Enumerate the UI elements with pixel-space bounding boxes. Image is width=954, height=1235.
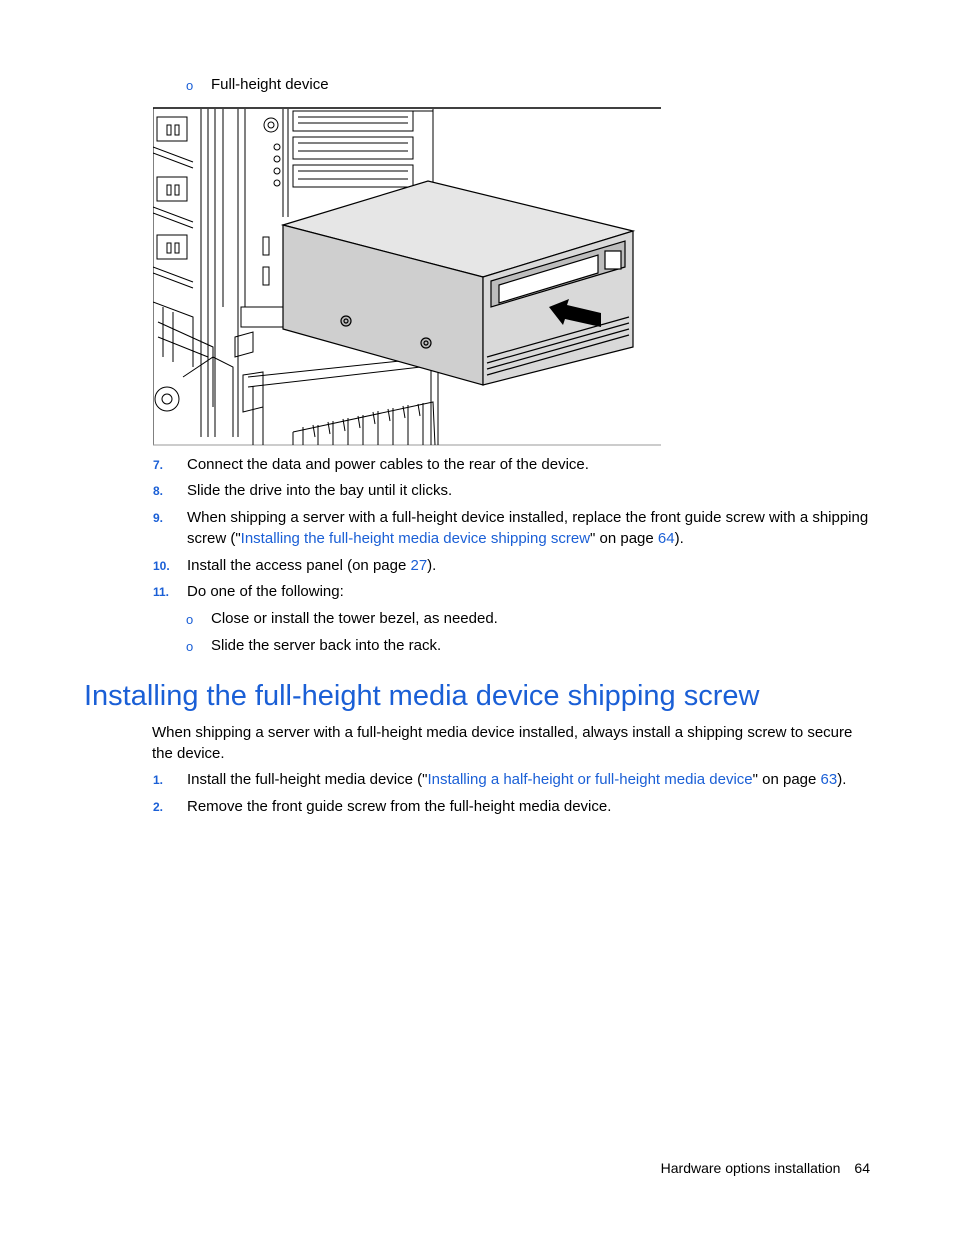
step-text: " on page [590,530,658,547]
intro-paragraph: the device. [152,745,225,762]
step-text: ). [674,530,684,547]
bullet-text: Close or install the tower bezel, as needed. [211,610,498,627]
step-text-line [187,556,436,576]
step-text: screw (" [187,530,241,547]
section-heading: Installing the full-height media device shipping screw [84,680,760,712]
step-text: When shipping a server with a full-height device installed, replace the front guide screw with a shipping [187,509,869,526]
step-text-line [187,770,846,790]
step-text: ). [837,771,847,788]
step-text: " on page [752,771,821,788]
page-link[interactable]: 63 [820,771,838,788]
bullet-marker: o [186,78,194,93]
step-number: 7. [153,458,164,472]
step-text: Slide the drive into the bay until it clicks. [187,482,453,499]
bullet-marker: o [186,639,194,654]
step-number: 8. [153,484,164,498]
step-text: Connect the data and power cables to the rear of the device. [187,456,589,473]
page-link[interactable]: 27 [410,557,428,574]
step-text: Do one of the following: [187,583,344,600]
bullet-text: Full-height device [211,76,329,93]
step-number: 11. [153,585,170,599]
bullet-text: Slide the server back into the rack. [211,637,442,654]
step-number: 1. [153,773,164,787]
footer-page-number: 64 [854,1160,870,1176]
step-text: ). [427,557,437,574]
media-device-link[interactable]: Installing a half-height or full-height media device [427,771,753,788]
footer-section: Hardware options installation [660,1160,841,1176]
page-link[interactable]: 64 [657,530,675,547]
step-text: Install the full-height media device (" [187,771,428,788]
shipping-screw-link[interactable]: Installing the full-height media device shipping screw [240,530,591,547]
intro-paragraph: When shipping a server with a full-height media device installed, always install a shipping screw to secure [152,724,853,741]
media-drive-installation-figure [153,107,661,447]
step-text-continued [187,529,684,549]
bullet-marker: o [186,612,194,627]
step-number: 9. [153,511,164,525]
step-text: Install the access panel (on page [187,557,411,574]
step-number: 10. [153,559,170,573]
step-number: 2. [153,800,164,814]
page-footer [661,1158,870,1178]
step-text: Remove the front guide screw from the full-height media device. [187,798,612,815]
